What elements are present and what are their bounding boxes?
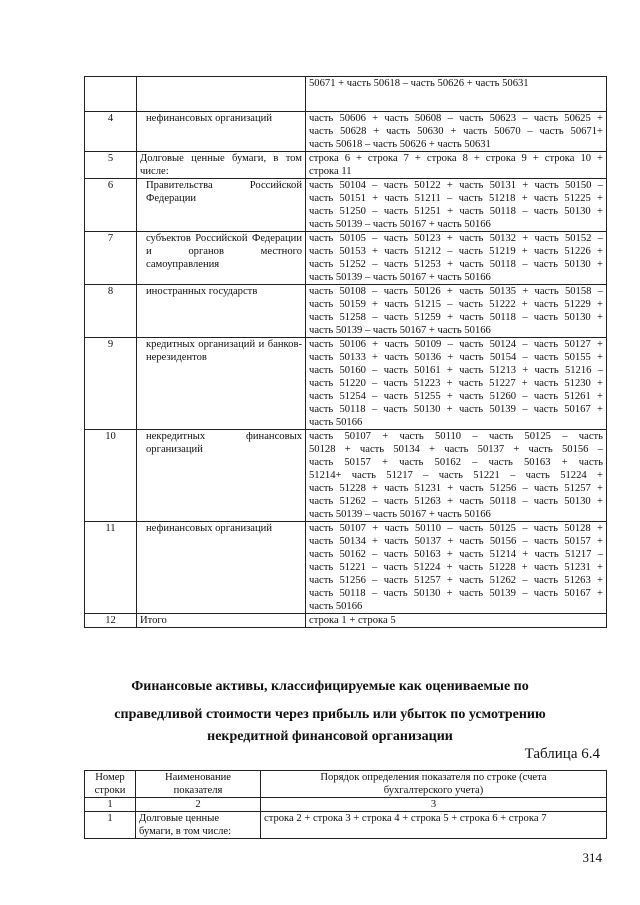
- formula-line: часть 50104 – часть 50122 + часть 50131 + часть 50150 –: [309, 180, 603, 191]
- formula-line: часть 50159 + часть 51215 – часть 51222 + часть 51229 +: [309, 299, 603, 310]
- row-name-text: иностранных государств: [146, 286, 258, 297]
- row-name: [137, 232, 306, 285]
- column-index-row: [85, 798, 607, 812]
- formula-line: часть 51250 – часть 51251 + часть 50118 – часть 50130 +: [309, 206, 603, 217]
- row-name: [137, 338, 306, 430]
- section-heading-line-2: справедливой стоимости через прибыль или убыток по усмотрению: [114, 707, 546, 722]
- row-formula: [306, 152, 607, 179]
- formula-line: строка 1 + строка 5: [309, 615, 396, 626]
- row-name-text: Долговые ценные бумаги, в том числе:: [140, 153, 302, 177]
- row-number: [85, 77, 137, 112]
- header-text: показателя: [173, 785, 223, 796]
- formula-line: часть 50139 – часть 50167 + часть 50166: [309, 325, 491, 336]
- formula-line: часть 50105 – часть 50123 + часть 50132 + часть 50152 –: [309, 233, 603, 244]
- row-formula: [306, 232, 607, 285]
- table-row: [85, 338, 607, 430]
- table-row: [85, 614, 607, 628]
- column-index-cell: 2: [136, 798, 261, 812]
- row-name: [137, 430, 306, 522]
- row-name: [137, 152, 306, 179]
- formula-line: часть 50160 – часть 50161 + часть 51213 + часть 51216 –: [309, 365, 603, 376]
- column-index-cell: 3: [261, 798, 607, 812]
- row-name: [137, 179, 306, 232]
- formula-line: часть 51254 – часть 51255 + часть 51260 – часть 51261 +: [309, 391, 603, 402]
- header-row-number: [85, 771, 136, 798]
- row-name: [137, 77, 306, 112]
- row-name-text: нефинансовых организаций: [146, 523, 273, 534]
- row-formula: строка 2 + строка 3 + строка 4 + строка 5 + строка 6 + строка 7: [261, 812, 607, 839]
- section-heading-line-1: Финансовые активы, классифицируемые как оцениваемые по: [131, 679, 529, 694]
- formula-line: часть 50139 – часть 50167 + часть 50166: [309, 219, 491, 230]
- formula-line: часть 50118 – часть 50130 + часть 50139 – часть 50167 +: [309, 404, 603, 415]
- row-formula: [306, 112, 607, 152]
- row-formula: [306, 430, 607, 522]
- header-formula: [261, 771, 607, 798]
- formula-line: часть 50153 + часть 51212 – часть 51219 + часть 51226 +: [309, 246, 603, 257]
- formula-line: часть 51220 – часть 51223 + часть 51227 + часть 51230 +: [309, 378, 603, 389]
- header-text: Номер: [95, 772, 125, 783]
- formula-line: часть 50108 – часть 50126 + часть 50135 + часть 50158 –: [309, 286, 603, 297]
- formula-line: часть 50134 + часть 50137 + часть 50156 – часть 50157 +: [309, 536, 603, 547]
- row-number: 1: [85, 812, 136, 839]
- formula-line: часть 50106 + часть 50109 – часть 50124 – часть 50127 +: [309, 339, 603, 350]
- formula-line: часть 50107 + часть 50110 – часть 50125 – часть: [309, 431, 603, 442]
- row-number: 10: [85, 430, 137, 522]
- formula-line: часть 50166: [309, 417, 363, 428]
- table-row: [85, 285, 607, 338]
- formula-line: часть 50157 + часть 50162 – часть 50163 + часть: [309, 457, 603, 468]
- formula-line: часть 50162 – часть 50163 + часть 51214 + часть 51217 –: [309, 549, 603, 560]
- table-header-row: [85, 771, 607, 798]
- formula-line: часть 50166: [309, 601, 363, 612]
- formula-line: часть 51258 – часть 51259 + часть 50118 – часть 50130 +: [309, 312, 603, 323]
- formula-line: часть 51262 – часть 51263 + часть 50118 – часть 50130 +: [309, 496, 603, 507]
- formula-table-continued: [84, 76, 607, 628]
- header-text: Порядок определения показателя по строке (счета: [320, 772, 547, 783]
- formula-table-body: [85, 77, 607, 628]
- table-row: [85, 77, 607, 112]
- header-indicator-name: [136, 771, 261, 798]
- row-name-text: некредитных финансовых организаций: [146, 431, 302, 455]
- column-index-cell: 1: [85, 798, 136, 812]
- row-number: 11: [85, 522, 137, 614]
- row-formula: [306, 285, 607, 338]
- header-text: бухгалтерского учета): [383, 785, 484, 796]
- table-row: [85, 812, 607, 839]
- row-name-line: Долговые ценные: [139, 813, 220, 824]
- formula-line: 50128 + часть 50134 + часть 50137 + часть 50156 –: [309, 444, 603, 455]
- table-6-4: [84, 770, 607, 839]
- formula-line: часть 50618 – часть 50626 + часть 50631: [309, 139, 491, 150]
- row-name-text: субъектов Российской Федерации и органов местного самоуправления: [146, 233, 302, 270]
- formula-line: часть 51228 + часть 51231 + часть 51256 – часть 51257 +: [309, 483, 603, 494]
- row-name: [137, 522, 306, 614]
- row-number: 4: [85, 112, 137, 152]
- formula-line: часть 50606 + часть 50608 – часть 50623 – часть 50625 +: [309, 113, 603, 124]
- row-formula: [306, 614, 607, 628]
- table-caption: Таблица 6.4: [524, 746, 600, 762]
- table-row: [85, 232, 607, 285]
- formula-line: часть 51221 – часть 51224 + часть 51228 + часть 51231 +: [309, 562, 603, 573]
- row-number: 6: [85, 179, 137, 232]
- formula-line: часть 50139 – часть 50167 + часть 50166: [309, 509, 491, 520]
- table-row: [85, 152, 607, 179]
- formula-line: часть 50628 + часть 50630 + часть 50670 – часть 50671+: [309, 126, 603, 137]
- row-name-text: нефинансовых организаций: [146, 113, 273, 124]
- row-name: [137, 614, 306, 628]
- row-name-text: Правительства Российской Федерации: [146, 180, 302, 204]
- row-formula: [306, 338, 607, 430]
- row-formula: [306, 179, 607, 232]
- formula-line: часть 51256 – часть 51257 + часть 51262 – часть 51263 +: [309, 575, 603, 586]
- formula-line: часть 50139 – часть 50167 + часть 50166: [309, 272, 491, 283]
- row-number: 12: [85, 614, 137, 628]
- table-row: [85, 179, 607, 232]
- row-number: 9: [85, 338, 137, 430]
- formula-line: часть 50133 + часть 50136 + часть 50154 – часть 50155 +: [309, 352, 603, 363]
- formula-line: часть 51252 – часть 51253 + часть 50118 – часть 50130 +: [309, 259, 603, 270]
- row-formula: [306, 77, 607, 112]
- row-name-line: бумаги, в том числе:: [139, 826, 232, 837]
- row-number: 8: [85, 285, 137, 338]
- page-number: 314: [582, 850, 602, 865]
- row-formula: [306, 522, 607, 614]
- row-name: [137, 112, 306, 152]
- row-name: [136, 812, 261, 839]
- row-name-text: Итого: [140, 615, 167, 626]
- header-text: строки: [94, 785, 126, 796]
- section-heading-line-3: некредитной финансовой организации: [207, 729, 453, 744]
- formula-line: строка 6 + строка 7 + строка 8 + строка 9 + строка 10 +: [309, 153, 603, 164]
- table-row: [85, 112, 607, 152]
- formula-line: часть 50151 + часть 51211 – часть 51218 + часть 51225 +: [309, 193, 603, 204]
- table-row: [85, 522, 607, 614]
- formula-line: часть 50118 – часть 50130 + часть 50139 – часть 50167 +: [309, 588, 603, 599]
- formula-line: часть 50107 + часть 50110 – часть 50125 – часть 50128 +: [309, 523, 603, 534]
- row-number: 7: [85, 232, 137, 285]
- row-number: 5: [85, 152, 137, 179]
- row-name-text: кредитных организаций и банков-нерезидентов: [146, 339, 302, 363]
- formula-line: 50671 + часть 50618 – часть 50626 + часть 50631: [309, 78, 529, 89]
- header-text: Наименование: [165, 772, 231, 783]
- table-row: [85, 430, 607, 522]
- formula-line: строка 11: [309, 166, 352, 177]
- formula-line: 51214+ часть 51217 – часть 51221 – часть 51224 +: [309, 470, 603, 481]
- row-name: [137, 285, 306, 338]
